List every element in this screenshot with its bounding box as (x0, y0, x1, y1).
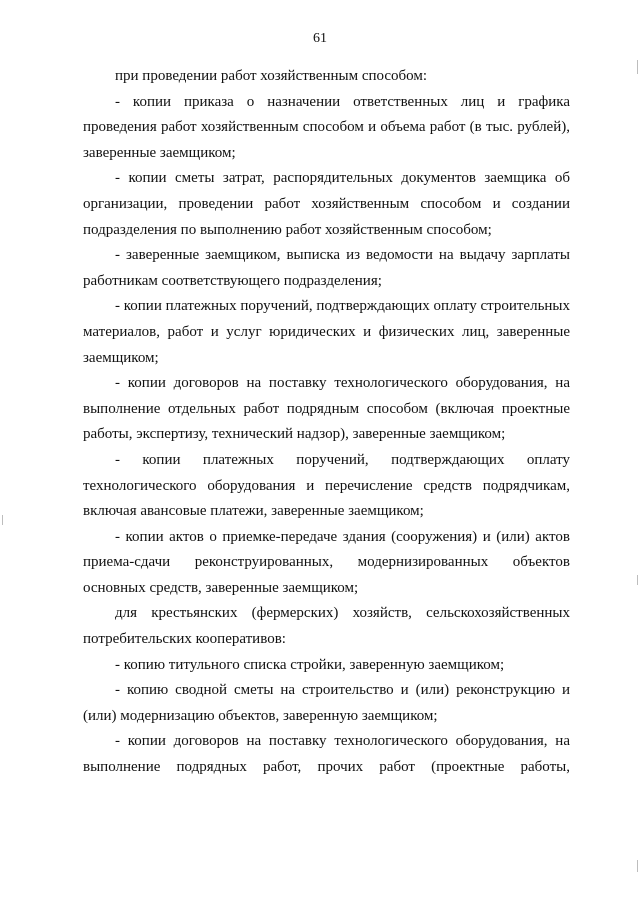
paragraph-payment-orders-materials: - копии платежных поручений, подтверждающих оплату строительных материалов, работ и услуг юридических и физических лиц, заверенные заемщиком; (83, 298, 571, 366)
paragraph-order-copies: - копии приказа о назначении ответственных лиц и графика проведения работ хозяйственным способом и объема работ (в тыс. рублей), заверенные заемщиком; (83, 93, 570, 161)
paragraph-supply-contracts-farms: - копии договоров на поставку технологического оборудования, на выполнение подрядных работ, прочих работ (проектные работы, (83, 733, 570, 776)
paragraph-intro-household: при проведении работ хозяйственным способом: (115, 68, 428, 84)
scan-edge-mark (637, 60, 638, 74)
paragraph-acceptance-acts: - копии актов о приемке-передаче здания (сооружения) и (или) актов приема-сдачи реконструированных, модернизированных объектов основных средств, заверенные заемщиком; (83, 528, 570, 596)
scan-edge-mark (637, 575, 638, 585)
scan-edge-mark (637, 860, 638, 872)
paragraph-payment-orders-equipment: - копии платежных поручений, подтверждающих оплату технологического оборудования и перечисление средств подрядчикам, включая авансовые платежи, заверенные заемщиком; (83, 451, 570, 520)
paragraph-estimate-copies: - копии сметы затрат, распорядительных документов заемщика об организации, проведении работ хозяйственным способом и создании подразделения по выполнению работ хозяйственным способом; (83, 170, 570, 238)
paragraph-summary-estimate: - копию сводной сметы на строительство и (или) реконструкцию и (или) модернизацию объектов, заверенную заемщиком; (83, 682, 570, 724)
paragraph-payroll-extract: - заверенные заемщиком, выписка из ведомости на выдачу зарплаты работникам соответствующего подразделения; (83, 247, 570, 289)
document-body (83, 64, 570, 781)
paragraph-intro-farms: для крестьянских (фермерских) хозяйств, сельскохозяйственных потребительских кооперативов: (83, 605, 570, 648)
scan-edge-mark (2, 515, 3, 525)
paragraph-supply-contracts: - копии договоров на поставку технологического оборудования, на выполнение отдельных работ подрядным способом (включая проектные работы, экспертизу, технический надзор), заверенные заемщиком; (83, 375, 570, 443)
paragraph-title-list: - копию титульного списка стройки, заверенную заемщиком; (115, 656, 505, 673)
page-number: 61 (313, 31, 327, 46)
